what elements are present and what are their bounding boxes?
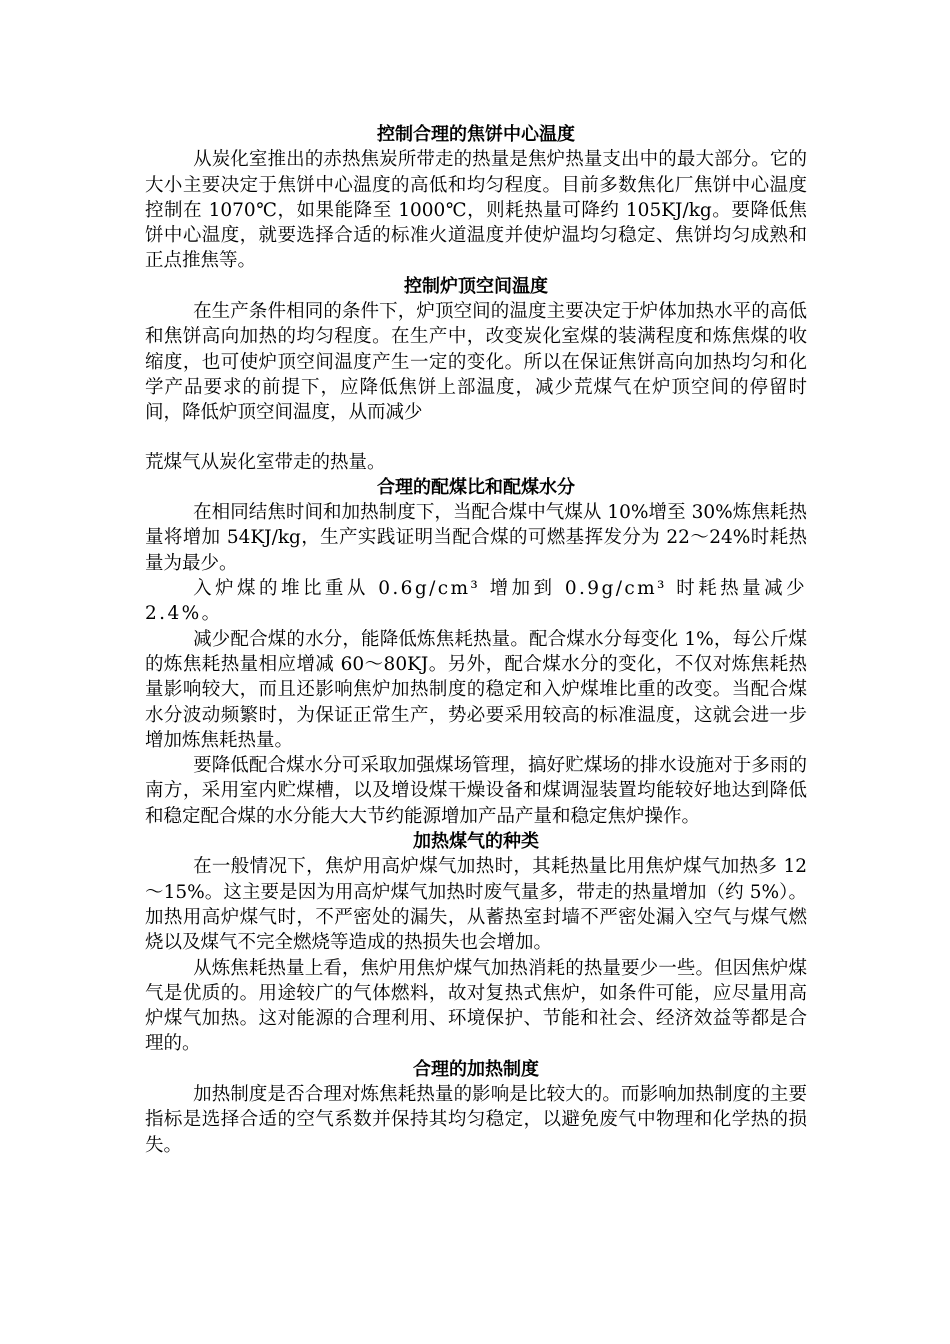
section-heading: 控制炉顶空间温度 bbox=[404, 275, 548, 297]
document-page bbox=[145, 122, 807, 1158]
paragraph: 从炭化室推出的赤热焦炭所带走的热量是焦炉热量支出中的最大部分。它的大小主要决定于焦饼中心温度的高低和均匀程度。目前多数焦化厂焦饼中心温度控制在 1070℃，如果能降至 1000℃，则耗热量可降约 105KJ/kg。要降低焦饼中心温度，就要选择合适的标准火道温度并使炉温均匀稳定、焦饼均匀成熟和正点推焦等。 bbox=[145, 149, 807, 272]
paragraph: 要降低配合煤水分可采取加强煤场管理，搞好贮煤场的排水设施对于多雨的南方，采用室内贮煤槽，以及增设煤干燥设备和煤调湿装置均能较好地达到降低和稳定配合煤的水分能大大节约能源增加产品产量和稳定焦炉操作。 bbox=[145, 755, 807, 827]
paragraph: 在相同结焦时间和加热制度下，当配合煤中气煤从 10%增至 30%炼焦耗热量将增加 54KJ/kg，生产实践证明当配合煤的可燃基挥发分为 22～24%时耗热量为最少。 bbox=[145, 502, 807, 574]
paragraph: 荒煤气从炭化室带走的热量。 bbox=[145, 451, 386, 473]
paragraph: 从炼焦耗热量上看，焦炉用焦炉煤气加热消耗的热量要少一些。但因焦炉煤气是优质的。用途较广的气体燃料，故对复热式焦炉，如条件可能，应尽量用高炉煤气加热。这对能源的合理利用、环境保护、节能和社会、经济效益等都是合理的。 bbox=[145, 957, 807, 1055]
paragraph: 入炉煤的堆比重从 0.6g/cm³ 增加到 0.9g/cm³ 时耗热量减少 2.4%。 bbox=[145, 578, 807, 625]
section-heading: 控制合理的焦饼中心温度 bbox=[377, 124, 575, 145]
paragraph: 减少配合煤的水分，能降低炼焦耗热量。配合煤水分每变化 1%，每公斤煤的炼焦耗热量相应增减 60～80KJ。另外，配合煤水分的变化，不仅对炼焦耗热量影响较大，而且还影响焦炉加热制度的稳定和入炉煤堆比重的改变。当配合煤水分波动频繁时，为保证正常生产，势必要采用较高的标准温度，这就会进一步增加炼焦耗热量。 bbox=[145, 628, 807, 751]
paragraph: 加热制度是否合理对炼焦耗热量的影响是比较大的。而影响加热制度的主要指标是选择合适的空气系数并保持其均匀稳定，以避免废气中物理和化学热的损失。 bbox=[145, 1083, 807, 1156]
section-heading: 合理的加热制度 bbox=[413, 1058, 539, 1080]
paragraph: 在一般情况下，焦炉用高炉煤气加热时，其耗热量比用焦炉煤气加热多 12～15%。这主要是因为用高炉煤气加热时废气量多，带走的热量增加（约 5%）。加热用高炉煤气时，不严密处的漏失，从蓄热室封墙不严密处漏入空气与煤气燃烧以及煤气不完全燃烧等造成的热损失也会增加。 bbox=[145, 856, 807, 954]
paragraph: 在生产条件相同的条件下，炉顶空间的温度主要决定于炉体加热水平的高低和焦饼高向加热的均匀程度。在生产中，改变炭化室煤的装满程度和炼焦煤的收缩度，也可使炉顶空间温度产生一定的变化。所以在保证焦饼高向加热均匀和化学产品要求的前提下，应降低焦饼上部温度，减少荒煤气在炉顶空间的停留时间，降低炉顶空间温度，从而减少 bbox=[145, 301, 807, 424]
section-heading: 加热煤气的种类 bbox=[413, 831, 539, 853]
section-heading: 合理的配煤比和配煤水分 bbox=[377, 476, 575, 498]
